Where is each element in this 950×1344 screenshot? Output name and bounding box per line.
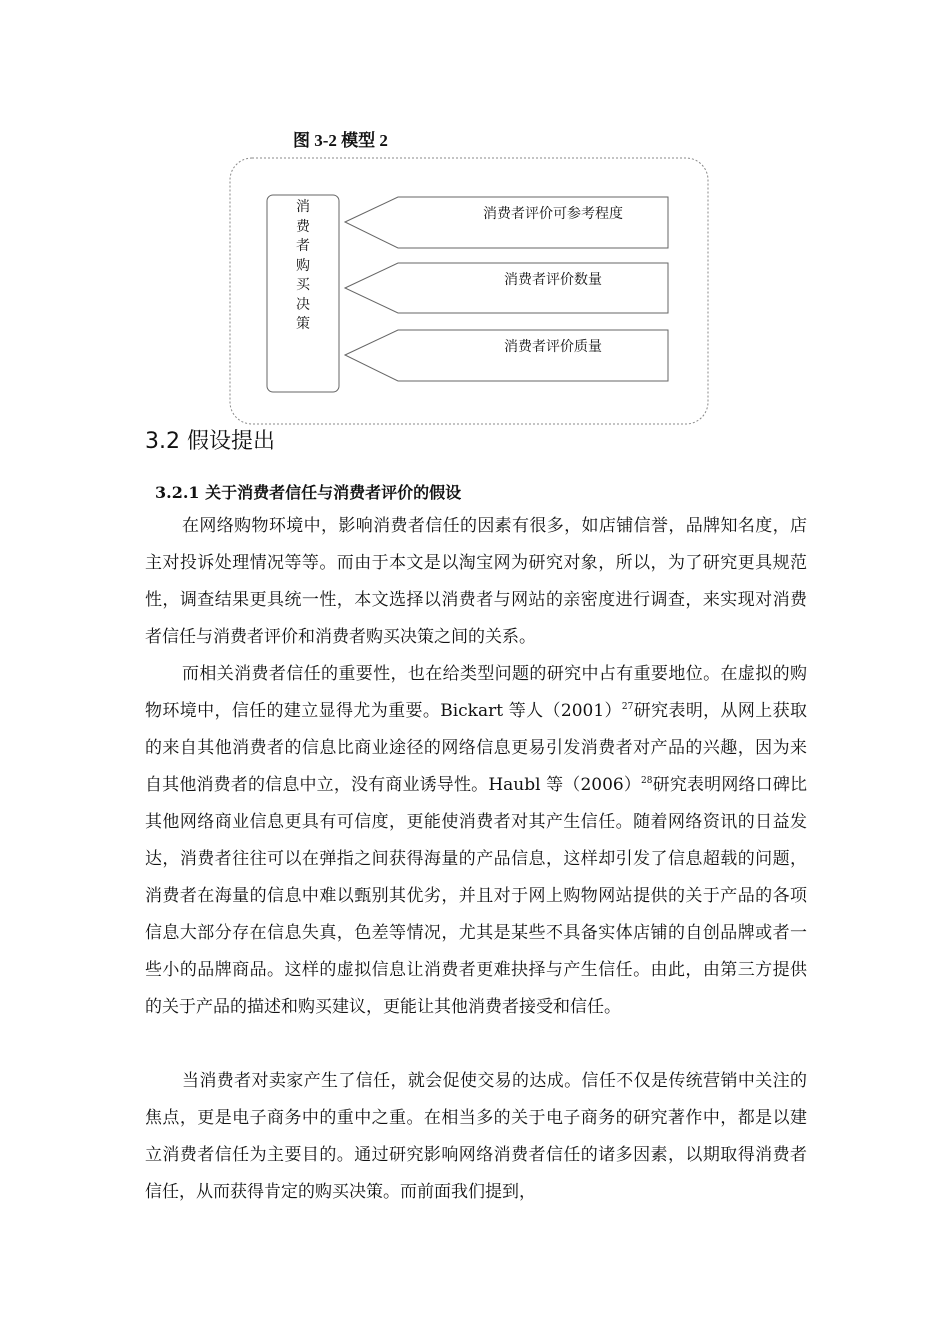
decision-label-char: 决 [296, 296, 310, 313]
figure-caption: 图 3-2 模型 2 [293, 131, 388, 150]
subsection-heading: 3.2.1 关于消费者信任与消费者评价的假设 [155, 483, 462, 502]
paragraph-2-part-b: 研究表明，从网上获取的来自其他消费者的信息比商业途径的网络信息更易引发消费者对产品的兴趣，因为来自其他消费者的信息中立，没有商业诱导性。Haubl 等（2006） [145, 701, 808, 795]
decision-label-char: 购 [296, 257, 310, 274]
paragraph-2 [145, 656, 807, 1026]
paragraph-1: 在网络购物环境中，影响消费者信任的因素有很多，如店铺信誉，品牌知名度，店主对投诉处理情况等等。而由于本文是以淘宝网为研究对象，所以，为了研究更具规范性，调查结果更具统一性，本文选择以消费者与网站的亲密度进行调查，来实现对消费者信任与消费者评价和消费者购买决策之间的关系。 [145, 516, 807, 647]
factor-label-reference: 消费者评价可参考程度 [483, 206, 623, 222]
citation-28: 28 [641, 776, 653, 786]
factor-label-quality: 消费者评价质量 [504, 339, 602, 355]
paragraph-3: 当消费者对卖家产生了信任，就会促使交易的达成。信任不仅是传统营销中关注的焦点，更是电子商务中的重中之重。在相当多的关于电子商务的研究著作中，都是以建立消费者信任为主要目的。通过研究影响网络消费者信任的诸多因素，以期取得消费者信任，从而获得肯定的购买决策。而前面我们提到， [145, 1071, 807, 1202]
decision-label-char: 策 [296, 316, 310, 332]
decision-label-char: 费 [296, 218, 310, 235]
decision-label [267, 198, 339, 335]
section-heading: 3.2 假设提出 [145, 429, 275, 454]
decision-label-char: 买 [296, 277, 310, 293]
citation-27: 27 [621, 702, 634, 712]
paragraph-2-part-c: 研究表明网络口碑比其他网络商业信息更具有可信度，更能使消费者对其产生信任。随着网络资讯的日益发达，消费者往往可以在弹指之间获得海量的产品信息，这样却引发了信息超载的问题，消费者在海量的信息中难以甄别其优劣，并且对于网上购物网站提供的关于产品的各项信息大部分存在信息失真，色差等情况，尤其是某些不具备实体店铺的自创品牌或者一些小的品牌商品。这样的虚拟信息让消费者更难抉择与产生信任。由此，由第三方提供的关于产品的描述和购买建议，更能让其他消费者接受和信任。 [145, 775, 807, 1017]
paragraph-2-part-a: 而相关消费者信任的重要性，也在给类型问题的研究中占有重要地位。在虚拟的购物环境中，信任的建立显得尤为重要。Bickart 等人（2001） [145, 664, 807, 721]
decision-label-char: 者 [296, 238, 310, 254]
factor-label-quantity: 消费者评价数量 [504, 272, 602, 288]
decision-label-char: 消 [296, 199, 310, 215]
